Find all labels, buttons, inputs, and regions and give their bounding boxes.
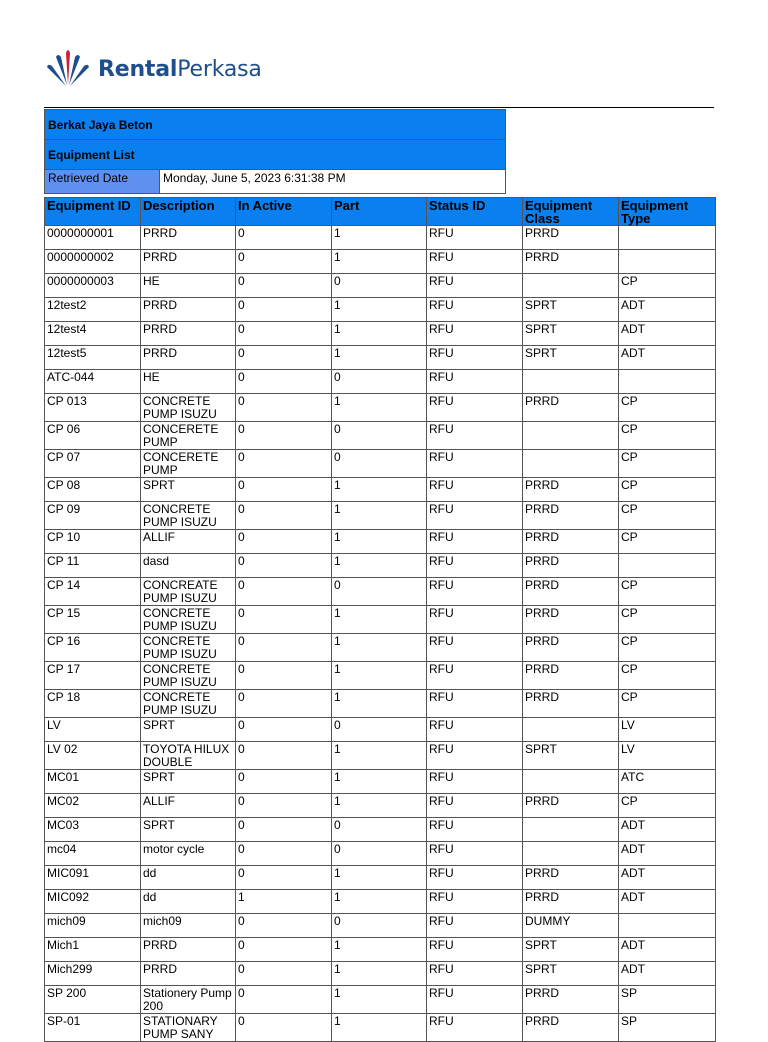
- equipment-class-cell: PRRD: [523, 794, 619, 818]
- equipment-type-cell: CP: [619, 394, 716, 422]
- table-row: [45, 770, 716, 794]
- equipment-id-cell: CP 16: [45, 634, 141, 662]
- equipment-type-cell: LV: [619, 742, 716, 770]
- description-cell: dasd: [141, 554, 236, 578]
- status-id-cell: RFU: [427, 394, 523, 422]
- description-cell: PRRD: [141, 298, 236, 322]
- equipment-id-cell: MC01: [45, 770, 141, 794]
- equipment-type-cell: [619, 554, 716, 578]
- description-cell: CONCRETE PUMP ISUZU: [141, 394, 236, 422]
- status-id-cell: RFU: [427, 554, 523, 578]
- equipment-id-cell: CP 09: [45, 502, 141, 530]
- equipment-class-cell: SPRT: [523, 742, 619, 770]
- status-id-cell: RFU: [427, 530, 523, 554]
- equipment-id-cell: LV: [45, 718, 141, 742]
- equipment-type-cell: ADT: [619, 818, 716, 842]
- equipment-id-cell: SP-01: [45, 1014, 141, 1042]
- equipment-id-cell: CP 06: [45, 422, 141, 450]
- in-active-cell: 0: [236, 986, 332, 1014]
- in-active-cell: 0: [236, 938, 332, 962]
- in-active-cell: 0: [236, 346, 332, 370]
- column-header: Description: [141, 198, 236, 226]
- column-header: In Active: [236, 198, 332, 226]
- status-id-cell: RFU: [427, 606, 523, 634]
- brand-logo: [44, 44, 262, 94]
- part-cell: 1: [332, 502, 427, 530]
- rentalperkasa-fan-logo-icon: [44, 45, 92, 93]
- equipment-type-cell: ADT: [619, 298, 716, 322]
- status-id-cell: RFU: [427, 938, 523, 962]
- status-id-cell: RFU: [427, 866, 523, 890]
- equipment-class-cell: [523, 422, 619, 450]
- equipment-class-cell: [523, 450, 619, 478]
- equipment-class-cell: [523, 818, 619, 842]
- table-row: [45, 606, 716, 634]
- equipment-type-cell: CP: [619, 502, 716, 530]
- description-cell: CONCRETE PUMP ISUZU: [141, 662, 236, 690]
- equipment-id-cell: mc04: [45, 842, 141, 866]
- description-cell: CONCERETE PUMP: [141, 450, 236, 478]
- table-row: [45, 866, 716, 890]
- part-cell: 1: [332, 554, 427, 578]
- equipment-class-cell: PRRD: [523, 866, 619, 890]
- equipment-id-cell: 12test5: [45, 346, 141, 370]
- status-id-cell: RFU: [427, 818, 523, 842]
- description-cell: SPRT: [141, 718, 236, 742]
- column-header: Equipment Class: [523, 198, 619, 226]
- equipment-id-cell: CP 11: [45, 554, 141, 578]
- part-cell: 1: [332, 346, 427, 370]
- equipment-type-cell: LV: [619, 718, 716, 742]
- equipment-class-cell: SPRT: [523, 322, 619, 346]
- header-divider: [44, 107, 714, 108]
- equipment-type-cell: CP: [619, 606, 716, 634]
- equipment-type-cell: ADT: [619, 938, 716, 962]
- equipment-type-cell: ATC: [619, 770, 716, 794]
- description-cell: HE: [141, 274, 236, 298]
- in-active-cell: 0: [236, 962, 332, 986]
- equipment-id-cell: Mich1: [45, 938, 141, 962]
- description-cell: CONCRETE PUMP ISUZU: [141, 690, 236, 718]
- part-cell: 1: [332, 298, 427, 322]
- status-id-cell: RFU: [427, 298, 523, 322]
- part-cell: 1: [332, 690, 427, 718]
- equipment-id-cell: MC03: [45, 818, 141, 842]
- in-active-cell: 0: [236, 578, 332, 606]
- description-cell: PRRD: [141, 250, 236, 274]
- equipment-type-cell: CP: [619, 422, 716, 450]
- equipment-type-cell: [619, 914, 716, 938]
- part-cell: 1: [332, 662, 427, 690]
- part-cell: 1: [332, 770, 427, 794]
- in-active-cell: 0: [236, 818, 332, 842]
- equipment-type-cell: ADT: [619, 842, 716, 866]
- description-cell: STATIONARY PUMP SANY: [141, 1014, 236, 1042]
- status-id-cell: RFU: [427, 450, 523, 478]
- description-cell: dd: [141, 890, 236, 914]
- equipment-id-cell: 0000000003: [45, 274, 141, 298]
- part-cell: 0: [332, 370, 427, 394]
- in-active-cell: 0: [236, 914, 332, 938]
- description-cell: ALLIF: [141, 794, 236, 818]
- equipment-class-cell: PRRD: [523, 502, 619, 530]
- in-active-cell: 0: [236, 794, 332, 818]
- status-id-cell: RFU: [427, 322, 523, 346]
- equipment-id-cell: MIC092: [45, 890, 141, 914]
- description-cell: CONCREATE PUMP ISUZU: [141, 578, 236, 606]
- in-active-cell: 0: [236, 634, 332, 662]
- part-cell: 1: [332, 634, 427, 662]
- part-cell: 0: [332, 914, 427, 938]
- equipment-class-cell: SPRT: [523, 298, 619, 322]
- in-active-cell: 0: [236, 718, 332, 742]
- equipment-table-header: [45, 198, 716, 226]
- equipment-id-cell: CP 08: [45, 478, 141, 502]
- status-id-cell: RFU: [427, 794, 523, 818]
- in-active-cell: 0: [236, 478, 332, 502]
- part-cell: 1: [332, 962, 427, 986]
- description-cell: CONCERETE PUMP: [141, 422, 236, 450]
- equipment-id-cell: CP 14: [45, 578, 141, 606]
- equipment-class-cell: PRRD: [523, 890, 619, 914]
- table-row: [45, 938, 716, 962]
- equipment-class-cell: PRRD: [523, 226, 619, 250]
- part-cell: 1: [332, 742, 427, 770]
- equipment-id-cell: Mich299: [45, 962, 141, 986]
- equipment-class-cell: [523, 274, 619, 298]
- table-row: [45, 690, 716, 718]
- part-cell: 1: [332, 322, 427, 346]
- status-id-cell: RFU: [427, 478, 523, 502]
- description-cell: CONCRETE PUMP ISUZU: [141, 634, 236, 662]
- in-active-cell: 0: [236, 322, 332, 346]
- equipment-type-cell: CP: [619, 478, 716, 502]
- in-active-cell: 0: [236, 1014, 332, 1042]
- equipment-class-cell: PRRD: [523, 394, 619, 422]
- status-id-cell: RFU: [427, 890, 523, 914]
- table-row: [45, 818, 716, 842]
- report-title: Equipment List: [45, 140, 506, 170]
- description-cell: PRRD: [141, 962, 236, 986]
- equipment-type-cell: ADT: [619, 346, 716, 370]
- equipment-class-cell: PRRD: [523, 634, 619, 662]
- description-cell: SPRT: [141, 478, 236, 502]
- equipment-type-cell: CP: [619, 634, 716, 662]
- in-active-cell: 0: [236, 842, 332, 866]
- description-cell: PRRD: [141, 226, 236, 250]
- description-cell: dd: [141, 866, 236, 890]
- equipment-id-cell: CP 10: [45, 530, 141, 554]
- part-cell: 0: [332, 718, 427, 742]
- column-header: Status ID: [427, 198, 523, 226]
- equipment-type-cell: [619, 250, 716, 274]
- table-row: [45, 986, 716, 1014]
- part-cell: 1: [332, 794, 427, 818]
- status-id-cell: RFU: [427, 274, 523, 298]
- description-cell: Stationery Pump 200: [141, 986, 236, 1014]
- table-row: [45, 346, 716, 370]
- equipment-type-cell: ADT: [619, 866, 716, 890]
- in-active-cell: 0: [236, 450, 332, 478]
- equipment-type-cell: CP: [619, 794, 716, 818]
- in-active-cell: 0: [236, 502, 332, 530]
- table-row: [45, 250, 716, 274]
- equipment-id-cell: CP 07: [45, 450, 141, 478]
- in-active-cell: 0: [236, 226, 332, 250]
- in-active-cell: 0: [236, 274, 332, 298]
- table-row: [45, 478, 716, 502]
- description-cell: CONCRETE PUMP ISUZU: [141, 502, 236, 530]
- table-row: [45, 226, 716, 250]
- status-id-cell: RFU: [427, 226, 523, 250]
- equipment-type-cell: CP: [619, 578, 716, 606]
- equipment-type-cell: ADT: [619, 890, 716, 914]
- in-active-cell: 0: [236, 770, 332, 794]
- equipment-class-cell: PRRD: [523, 986, 619, 1014]
- equipment-type-cell: SP: [619, 1014, 716, 1042]
- retrieved-date-value: Monday, June 5, 2023 6:31:38 PM: [160, 170, 506, 194]
- equipment-id-cell: CP 18: [45, 690, 141, 718]
- equipment-id-cell: CP 013: [45, 394, 141, 422]
- table-row: [45, 530, 716, 554]
- part-cell: 0: [332, 274, 427, 298]
- equipment-class-cell: PRRD: [523, 578, 619, 606]
- description-cell: PRRD: [141, 322, 236, 346]
- equipment-class-cell: PRRD: [523, 250, 619, 274]
- part-cell: 0: [332, 578, 427, 606]
- table-row: [45, 742, 716, 770]
- equipment-class-cell: PRRD: [523, 478, 619, 502]
- table-row: [45, 718, 716, 742]
- equipment-type-cell: ADT: [619, 962, 716, 986]
- equipment-id-cell: CP 17: [45, 662, 141, 690]
- part-cell: 1: [332, 986, 427, 1014]
- part-cell: 1: [332, 1014, 427, 1042]
- retrieved-date-label: Retrieved Date: [45, 170, 160, 194]
- status-id-cell: RFU: [427, 1014, 523, 1042]
- in-active-cell: 0: [236, 606, 332, 634]
- equipment-table: [44, 197, 716, 1042]
- status-id-cell: RFU: [427, 370, 523, 394]
- description-cell: PRRD: [141, 346, 236, 370]
- status-id-cell: RFU: [427, 718, 523, 742]
- table-row: [45, 298, 716, 322]
- table-row: [45, 962, 716, 986]
- equipment-type-cell: SP: [619, 986, 716, 1014]
- column-header: Equipment Type: [619, 198, 716, 226]
- equipment-class-cell: PRRD: [523, 662, 619, 690]
- part-cell: 1: [332, 938, 427, 962]
- table-row: [45, 890, 716, 914]
- table-row: [45, 274, 716, 298]
- equipment-id-cell: ATC-044: [45, 370, 141, 394]
- equipment-class-cell: PRRD: [523, 690, 619, 718]
- part-cell: 1: [332, 250, 427, 274]
- equipment-type-cell: CP: [619, 274, 716, 298]
- in-active-cell: 0: [236, 394, 332, 422]
- equipment-id-cell: 0000000002: [45, 250, 141, 274]
- in-active-cell: 0: [236, 554, 332, 578]
- description-cell: motor cycle: [141, 842, 236, 866]
- table-row: [45, 370, 716, 394]
- in-active-cell: 0: [236, 298, 332, 322]
- equipment-class-cell: [523, 842, 619, 866]
- status-id-cell: RFU: [427, 914, 523, 938]
- equipment-class-cell: PRRD: [523, 554, 619, 578]
- equipment-class-cell: SPRT: [523, 346, 619, 370]
- report-info-table: [44, 109, 506, 194]
- equipment-id-cell: MC02: [45, 794, 141, 818]
- status-id-cell: RFU: [427, 986, 523, 1014]
- part-cell: 1: [332, 866, 427, 890]
- status-id-cell: RFU: [427, 962, 523, 986]
- in-active-cell: 0: [236, 662, 332, 690]
- part-cell: 0: [332, 842, 427, 866]
- equipment-type-cell: [619, 226, 716, 250]
- company-name: Berkat Jaya Beton: [45, 110, 506, 140]
- table-row: [45, 794, 716, 818]
- table-row: [45, 322, 716, 346]
- part-cell: 1: [332, 606, 427, 634]
- column-header: Equipment ID: [45, 198, 141, 226]
- in-active-cell: 1: [236, 890, 332, 914]
- description-cell: HE: [141, 370, 236, 394]
- equipment-id-cell: CP 15: [45, 606, 141, 634]
- description-cell: SPRT: [141, 770, 236, 794]
- table-row: [45, 450, 716, 478]
- table-row: [45, 914, 716, 938]
- description-cell: CONCRETE PUMP ISUZU: [141, 606, 236, 634]
- brand-name: RentalPerkasa: [98, 56, 262, 82]
- equipment-id-cell: LV 02: [45, 742, 141, 770]
- part-cell: 1: [332, 890, 427, 914]
- in-active-cell: 0: [236, 866, 332, 890]
- equipment-type-cell: [619, 370, 716, 394]
- part-cell: 1: [332, 478, 427, 502]
- table-row: [45, 634, 716, 662]
- status-id-cell: RFU: [427, 634, 523, 662]
- in-active-cell: 0: [236, 690, 332, 718]
- equipment-type-cell: ADT: [619, 322, 716, 346]
- in-active-cell: 0: [236, 250, 332, 274]
- part-cell: 1: [332, 530, 427, 554]
- table-row: [45, 554, 716, 578]
- equipment-id-cell: 0000000001: [45, 226, 141, 250]
- description-cell: ALLIF: [141, 530, 236, 554]
- status-id-cell: RFU: [427, 250, 523, 274]
- part-cell: 0: [332, 422, 427, 450]
- table-row: [45, 1014, 716, 1042]
- in-active-cell: 0: [236, 742, 332, 770]
- status-id-cell: RFU: [427, 578, 523, 606]
- description-cell: mich09: [141, 914, 236, 938]
- equipment-type-cell: CP: [619, 690, 716, 718]
- equipment-class-cell: PRRD: [523, 530, 619, 554]
- status-id-cell: RFU: [427, 422, 523, 450]
- table-row: [45, 394, 716, 422]
- equipment-type-cell: CP: [619, 530, 716, 554]
- equipment-class-cell: [523, 370, 619, 394]
- equipment-id-cell: MIC091: [45, 866, 141, 890]
- table-row: [45, 502, 716, 530]
- equipment-id-cell: 12test2: [45, 298, 141, 322]
- equipment-class-cell: [523, 718, 619, 742]
- equipment-id-cell: mich09: [45, 914, 141, 938]
- equipment-class-cell: [523, 770, 619, 794]
- part-cell: 0: [332, 450, 427, 478]
- description-cell: TOYOTA HILUX DOUBLE: [141, 742, 236, 770]
- description-cell: SPRT: [141, 818, 236, 842]
- status-id-cell: RFU: [427, 346, 523, 370]
- description-cell: PRRD: [141, 938, 236, 962]
- status-id-cell: RFU: [427, 842, 523, 866]
- table-row: [45, 422, 716, 450]
- table-row: [45, 662, 716, 690]
- status-id-cell: RFU: [427, 742, 523, 770]
- equipment-type-cell: CP: [619, 450, 716, 478]
- equipment-class-cell: PRRD: [523, 1014, 619, 1042]
- equipment-class-cell: SPRT: [523, 962, 619, 986]
- status-id-cell: RFU: [427, 690, 523, 718]
- equipment-class-cell: PRRD: [523, 606, 619, 634]
- equipment-class-cell: DUMMY: [523, 914, 619, 938]
- column-header: Part: [332, 198, 427, 226]
- equipment-table-body: [45, 226, 716, 1042]
- table-row: [45, 842, 716, 866]
- status-id-cell: RFU: [427, 502, 523, 530]
- status-id-cell: RFU: [427, 770, 523, 794]
- equipment-type-cell: CP: [619, 662, 716, 690]
- part-cell: 0: [332, 818, 427, 842]
- part-cell: 1: [332, 394, 427, 422]
- in-active-cell: 0: [236, 422, 332, 450]
- equipment-id-cell: SP 200: [45, 986, 141, 1014]
- status-id-cell: RFU: [427, 662, 523, 690]
- table-row: [45, 578, 716, 606]
- equipment-class-cell: SPRT: [523, 938, 619, 962]
- part-cell: 1: [332, 226, 427, 250]
- in-active-cell: 0: [236, 370, 332, 394]
- equipment-id-cell: 12test4: [45, 322, 141, 346]
- in-active-cell: 0: [236, 530, 332, 554]
